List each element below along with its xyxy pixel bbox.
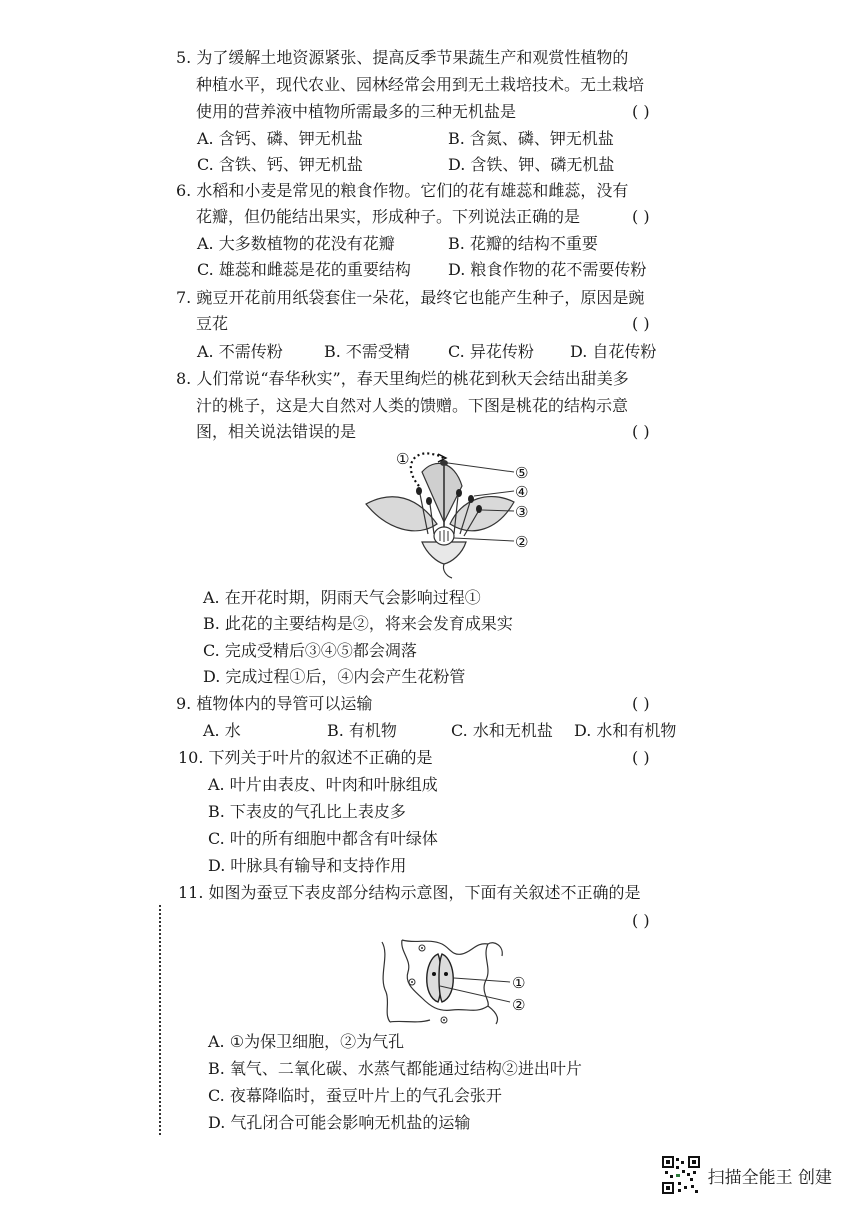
q8-fig-label-2: ② [515,533,529,551]
q9-option-c: C. 水和无机盐 [451,721,553,740]
q10-option-b: B. 下表皮的气孔比上表皮多 [208,802,406,821]
q7-stem-line2: 豆花 [196,314,229,333]
q8-option-d: D. 完成过程①后，④内会产生花粉管 [203,667,466,686]
q10-option-c: C. 叶的所有细胞中都含有叶绿体 [208,829,438,848]
q10-answer-bracket: ( ) [632,748,650,767]
q5-option-a: A. 含钙、磷、钾无机盐 [197,129,363,148]
q5-stem-line2: 种植水平，现代农业、园林经常会用到无土栽培技术。无土栽培 [196,75,645,94]
q5-answer-bracket: ( ) [632,102,650,121]
binding-margin-line [159,905,161,1135]
q7-answer-bracket: ( ) [632,314,650,333]
q11-answer-bracket: ( ) [632,911,650,930]
q9-option-a: A. 水 [203,721,241,740]
q5-option-d: D. 含铁、钾、磷无机盐 [448,155,615,174]
q8-fig-label-5: ⑤ [515,464,529,482]
stoma-diagram [376,936,536,1026]
q11-fig-label-2: ② [512,996,526,1014]
q8-option-b: B. 此花的主要结构是②，将来会发育成果实 [203,614,513,633]
q5-option-b: B. 含氮、磷、钾无机盐 [448,129,614,148]
q8-fig-label-3: ③ [515,503,529,521]
q5-stem-line3: 使用的营养液中植物所需最多的三种无机盐是 [196,102,517,121]
watermark-text: 扫描全能王 创建 [707,1167,832,1188]
q9-stem-line1: 9. 植物体内的导管可以运输 [176,694,373,713]
q8-stem-line1: 8. 人们常说“春华秋实”，春天里绚烂的桃花到秋天会结出甜美多 [176,369,629,388]
q8-option-c: C. 完成受精后③④⑤都会凋落 [203,641,417,660]
q10-option-a: A. 叶片由表皮、叶肉和叶脉组成 [208,775,438,794]
q7-option-a: A. 不需传粉 [197,342,283,361]
q7-option-c: C. 异花传粉 [448,342,534,361]
q9-answer-bracket: ( ) [632,694,650,713]
q6-answer-bracket: ( ) [632,207,650,226]
q8-fig-label-1: ① [396,450,410,468]
q6-stem-line1: 6. 水稻和小麦是常见的粮食作物。它们的花有雄蕊和雌蕊，没有 [176,181,629,200]
q6-option-c: C. 雄蕊和雌蕊是花的重要结构 [197,260,411,279]
q7-option-b: B. 不需受精 [324,342,410,361]
q7-option-d: D. 自花传粉 [570,342,657,361]
q11-option-d: D. 气孔闭合可能会影响无机盐的运输 [208,1113,471,1132]
q9-option-d: D. 水和有机物 [574,721,677,740]
q7-stem-line1: 7. 豌豆开花前用纸袋套住一朵花，最终它也能产生种子，原因是豌 [176,288,645,307]
q10-option-d: D. 叶脉具有输导和支持作用 [208,856,407,875]
q8-option-a: A. 在开花时期，阴雨天气会影响过程① [203,588,481,607]
q6-option-a: A. 大多数植物的花没有花瓣 [197,234,395,253]
peach-flower-diagram [362,446,542,581]
q8-fig-label-4: ④ [515,483,529,501]
q10-stem-line1: 10. 下列关于叶片的叙述不正确的是 [178,748,433,767]
q6-option-b: B. 花瓣的结构不重要 [448,234,598,253]
q8-answer-bracket: ( ) [632,422,650,441]
q6-stem-line2: 花瓣，但仍能结出果实，形成种子。下列说法正确的是 [196,207,581,226]
q5-stem-line1: 5. 为了缓解土地资源紧张、提高反季节果蔬生产和观赏性植物的 [176,48,629,67]
q6-option-d: D. 粮食作物的花不需要传粉 [448,260,647,279]
q11-option-b: B. 氧气、二氧化碳、水蒸气都能通过结构②进出叶片 [208,1059,582,1078]
qr-code-icon [662,1156,700,1194]
q11-stem-line1: 11. 如图为蚕豆下表皮部分结构示意图，下面有关叙述不正确的是 [178,883,641,902]
q5-option-c: C. 含铁、钙、钾无机盐 [197,155,363,174]
q8-stem-line2: 汁的桃子，这是大自然对人类的馈赠。下图是桃花的结构示意 [196,396,629,415]
scanner-watermark [662,1155,832,1195]
q8-stem-line3: 图，相关说法错误的是 [196,422,357,441]
q11-fig-label-1: ① [512,974,526,992]
q11-option-a: A. ①为保卫细胞，②为气孔 [208,1032,405,1051]
q9-option-b: B. 有机物 [327,721,397,740]
q11-option-c: C. 夜幕降临时，蚕豆叶片上的气孔会张开 [208,1086,502,1105]
